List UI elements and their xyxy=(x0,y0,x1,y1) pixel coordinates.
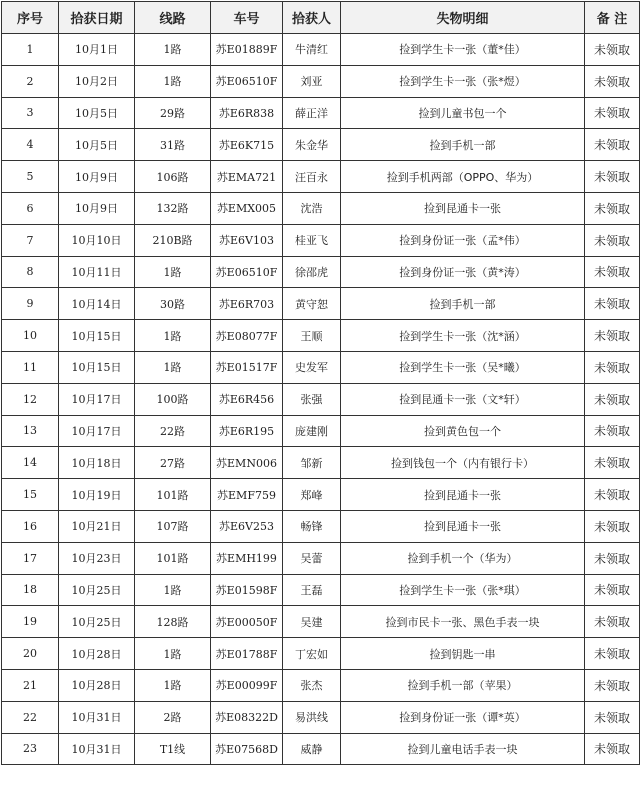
cell-remark: 未领取 xyxy=(585,161,640,193)
cell-remark: 未领取 xyxy=(585,34,640,66)
cell-remark: 未领取 xyxy=(585,256,640,288)
cell-remark: 未领取 xyxy=(585,606,640,638)
cell-route: 101路 xyxy=(135,542,211,574)
cell-date: 10月1日 xyxy=(59,34,135,66)
table-row xyxy=(2,383,640,415)
cell-no: 17 xyxy=(2,542,59,574)
header-remark: 备 注 xyxy=(585,2,640,34)
table-row xyxy=(2,574,640,606)
cell-detail: 捡到身份证一张（谭*英） xyxy=(341,701,585,733)
cell-remark: 未领取 xyxy=(585,479,640,511)
cell-date: 10月18日 xyxy=(59,447,135,479)
cell-date: 10月31日 xyxy=(59,701,135,733)
table-header xyxy=(2,2,640,34)
table-row xyxy=(2,447,640,479)
cell-finder: 牛清红 xyxy=(283,34,341,66)
cell-date: 10月25日 xyxy=(59,606,135,638)
cell-no: 3 xyxy=(2,97,59,129)
cell-date: 10月9日 xyxy=(59,192,135,224)
cell-remark: 未领取 xyxy=(585,351,640,383)
table-row xyxy=(2,288,640,320)
cell-finder: 刘亚 xyxy=(283,65,341,97)
cell-detail: 捡到昆通卡一张 xyxy=(341,510,585,542)
cell-no: 4 xyxy=(2,129,59,161)
cell-no: 18 xyxy=(2,574,59,606)
cell-plate: 苏EMA721 xyxy=(211,161,283,193)
cell-route: 1路 xyxy=(135,65,211,97)
cell-finder: 庞建刚 xyxy=(283,415,341,447)
cell-no: 2 xyxy=(2,65,59,97)
cell-no: 11 xyxy=(2,351,59,383)
cell-route: 1路 xyxy=(135,34,211,66)
cell-date: 10月25日 xyxy=(59,574,135,606)
cell-detail: 捡到身份证一张（黄*涛） xyxy=(341,256,585,288)
cell-date: 10月5日 xyxy=(59,97,135,129)
cell-remark: 未领取 xyxy=(585,701,640,733)
cell-finder: 朱金华 xyxy=(283,129,341,161)
cell-date: 10月15日 xyxy=(59,320,135,352)
table-row xyxy=(2,479,640,511)
header-no: 序号 xyxy=(2,2,59,34)
cell-route: 1路 xyxy=(135,320,211,352)
cell-finder: 易洪线 xyxy=(283,701,341,733)
cell-date: 10月5日 xyxy=(59,129,135,161)
cell-no: 5 xyxy=(2,161,59,193)
cell-route: 132路 xyxy=(135,192,211,224)
cell-detail: 捡到昆通卡一张（文*轩） xyxy=(341,383,585,415)
cell-detail: 捡到昆通卡一张 xyxy=(341,479,585,511)
header-detail: 失物明细 xyxy=(341,2,585,34)
cell-no: 8 xyxy=(2,256,59,288)
cell-finder: 桂亚飞 xyxy=(283,224,341,256)
cell-remark: 未领取 xyxy=(585,415,640,447)
cell-finder: 史发军 xyxy=(283,351,341,383)
table-row xyxy=(2,192,640,224)
cell-remark: 未领取 xyxy=(585,542,640,574)
cell-plate: 苏E00099F xyxy=(211,669,283,701)
cell-no: 1 xyxy=(2,34,59,66)
table-row xyxy=(2,415,640,447)
cell-no: 12 xyxy=(2,383,59,415)
cell-date: 10月28日 xyxy=(59,669,135,701)
cell-remark: 未领取 xyxy=(585,447,640,479)
table-row xyxy=(2,256,640,288)
cell-route: 1路 xyxy=(135,638,211,670)
cell-route: 210B路 xyxy=(135,224,211,256)
cell-finder: 黄守恕 xyxy=(283,288,341,320)
cell-route: 1路 xyxy=(135,256,211,288)
header-plate: 车号 xyxy=(211,2,283,34)
table-row xyxy=(2,510,640,542)
cell-route: 2路 xyxy=(135,701,211,733)
cell-plate: 苏EMX005 xyxy=(211,192,283,224)
cell-plate: 苏E01598F xyxy=(211,574,283,606)
table-row xyxy=(2,606,640,638)
table-row xyxy=(2,638,640,670)
cell-no: 14 xyxy=(2,447,59,479)
table-body xyxy=(2,34,640,765)
cell-remark: 未领取 xyxy=(585,383,640,415)
cell-plate: 苏E01517F xyxy=(211,351,283,383)
table-row xyxy=(2,733,640,765)
cell-detail: 捡到儿童电话手表一块 xyxy=(341,733,585,765)
cell-plate: 苏E06510F xyxy=(211,65,283,97)
cell-date: 10月17日 xyxy=(59,415,135,447)
cell-no: 20 xyxy=(2,638,59,670)
cell-remark: 未领取 xyxy=(585,320,640,352)
cell-finder: 吴蕾 xyxy=(283,542,341,574)
cell-no: 15 xyxy=(2,479,59,511)
table-row xyxy=(2,34,640,66)
cell-plate: 苏EMF759 xyxy=(211,479,283,511)
table-row xyxy=(2,701,640,733)
cell-route: 101路 xyxy=(135,479,211,511)
cell-remark: 未领取 xyxy=(585,129,640,161)
cell-plate: 苏EMN006 xyxy=(211,447,283,479)
cell-detail: 捡到身份证一张（孟*伟） xyxy=(341,224,585,256)
cell-finder: 邹新 xyxy=(283,447,341,479)
cell-plate: 苏E6V103 xyxy=(211,224,283,256)
cell-route: 31路 xyxy=(135,129,211,161)
cell-finder: 薛正洋 xyxy=(283,97,341,129)
cell-date: 10月2日 xyxy=(59,65,135,97)
cell-finder: 张强 xyxy=(283,383,341,415)
cell-plate: 苏E6R456 xyxy=(211,383,283,415)
cell-remark: 未领取 xyxy=(585,97,640,129)
cell-finder: 王顺 xyxy=(283,320,341,352)
cell-plate: 苏EMH199 xyxy=(211,542,283,574)
cell-no: 6 xyxy=(2,192,59,224)
cell-detail: 捡到学生卡一张（董*佳） xyxy=(341,34,585,66)
cell-remark: 未领取 xyxy=(585,574,640,606)
cell-route: 128路 xyxy=(135,606,211,638)
cell-date: 10月15日 xyxy=(59,351,135,383)
cell-date: 10月28日 xyxy=(59,638,135,670)
table-row xyxy=(2,351,640,383)
cell-finder: 畅锋 xyxy=(283,510,341,542)
cell-route: 1路 xyxy=(135,669,211,701)
cell-detail: 捡到黄色包一个 xyxy=(341,415,585,447)
cell-detail: 捡到学生卡一张（沈*涵） xyxy=(341,320,585,352)
table-row xyxy=(2,320,640,352)
cell-route: 100路 xyxy=(135,383,211,415)
cell-no: 7 xyxy=(2,224,59,256)
cell-detail: 捡到钥匙一串 xyxy=(341,638,585,670)
cell-finder: 王磊 xyxy=(283,574,341,606)
cell-date: 10月11日 xyxy=(59,256,135,288)
header-row xyxy=(2,2,640,34)
header-route: 线路 xyxy=(135,2,211,34)
cell-plate: 苏E6R195 xyxy=(211,415,283,447)
cell-remark: 未领取 xyxy=(585,669,640,701)
cell-detail: 捡到学生卡一张（吴*曦） xyxy=(341,351,585,383)
cell-finder: 威静 xyxy=(283,733,341,765)
cell-remark: 未领取 xyxy=(585,224,640,256)
cell-plate: 苏E08322D xyxy=(211,701,283,733)
header-finder: 拾获人 xyxy=(283,2,341,34)
cell-date: 10月9日 xyxy=(59,161,135,193)
cell-plate: 苏E6R703 xyxy=(211,288,283,320)
cell-date: 10月10日 xyxy=(59,224,135,256)
lost-items-table xyxy=(1,1,640,765)
header-date: 拾获日期 xyxy=(59,2,135,34)
cell-route: 1路 xyxy=(135,351,211,383)
cell-no: 19 xyxy=(2,606,59,638)
cell-no: 22 xyxy=(2,701,59,733)
cell-detail: 捡到手机一部（苹果） xyxy=(341,669,585,701)
table-row xyxy=(2,97,640,129)
cell-date: 10月14日 xyxy=(59,288,135,320)
cell-plate: 苏E01889F xyxy=(211,34,283,66)
cell-remark: 未领取 xyxy=(585,65,640,97)
cell-no: 16 xyxy=(2,510,59,542)
cell-date: 10月31日 xyxy=(59,733,135,765)
cell-plate: 苏E01788F xyxy=(211,638,283,670)
cell-remark: 未领取 xyxy=(585,510,640,542)
cell-plate: 苏E00050F xyxy=(211,606,283,638)
cell-plate: 苏E6K715 xyxy=(211,129,283,161)
cell-date: 10月19日 xyxy=(59,479,135,511)
cell-no: 10 xyxy=(2,320,59,352)
table-row xyxy=(2,669,640,701)
cell-plate: 苏E06510F xyxy=(211,256,283,288)
cell-no: 21 xyxy=(2,669,59,701)
cell-finder: 丁宏如 xyxy=(283,638,341,670)
cell-date: 10月21日 xyxy=(59,510,135,542)
cell-route: 27路 xyxy=(135,447,211,479)
cell-remark: 未领取 xyxy=(585,733,640,765)
cell-detail: 捡到手机一个（华为） xyxy=(341,542,585,574)
cell-detail: 捡到手机一部 xyxy=(341,129,585,161)
cell-finder: 郑峰 xyxy=(283,479,341,511)
cell-finder: 徐邵虎 xyxy=(283,256,341,288)
cell-route: 22路 xyxy=(135,415,211,447)
table-row xyxy=(2,65,640,97)
cell-detail: 捡到昆通卡一张 xyxy=(341,192,585,224)
cell-finder: 张杰 xyxy=(283,669,341,701)
cell-remark: 未领取 xyxy=(585,638,640,670)
cell-detail: 捡到学生卡一张（张*煜） xyxy=(341,65,585,97)
table-row xyxy=(2,161,640,193)
cell-route: 1路 xyxy=(135,574,211,606)
cell-detail: 捡到儿童书包一个 xyxy=(341,97,585,129)
cell-finder: 吴建 xyxy=(283,606,341,638)
cell-finder: 沈浩 xyxy=(283,192,341,224)
cell-finder: 汪百永 xyxy=(283,161,341,193)
cell-route: 30路 xyxy=(135,288,211,320)
cell-no: 9 xyxy=(2,288,59,320)
cell-detail: 捡到学生卡一张（张*琪） xyxy=(341,574,585,606)
cell-plate: 苏E07568D xyxy=(211,733,283,765)
cell-remark: 未领取 xyxy=(585,288,640,320)
cell-route: T1线 xyxy=(135,733,211,765)
cell-detail: 捡到手机两部（OPPO、华为） xyxy=(341,161,585,193)
cell-no: 13 xyxy=(2,415,59,447)
cell-plate: 苏E08077F xyxy=(211,320,283,352)
cell-plate: 苏E6V253 xyxy=(211,510,283,542)
cell-detail: 捡到手机一部 xyxy=(341,288,585,320)
table-row xyxy=(2,542,640,574)
cell-detail: 捡到钱包一个（内有银行卡） xyxy=(341,447,585,479)
cell-date: 10月23日 xyxy=(59,542,135,574)
cell-no: 23 xyxy=(2,733,59,765)
cell-date: 10月17日 xyxy=(59,383,135,415)
cell-route: 106路 xyxy=(135,161,211,193)
table-row xyxy=(2,224,640,256)
cell-route: 29路 xyxy=(135,97,211,129)
table-row xyxy=(2,129,640,161)
cell-route: 107路 xyxy=(135,510,211,542)
cell-remark: 未领取 xyxy=(585,192,640,224)
cell-plate: 苏E6R838 xyxy=(211,97,283,129)
cell-detail: 捡到市民卡一张、黑色手表一块 xyxy=(341,606,585,638)
